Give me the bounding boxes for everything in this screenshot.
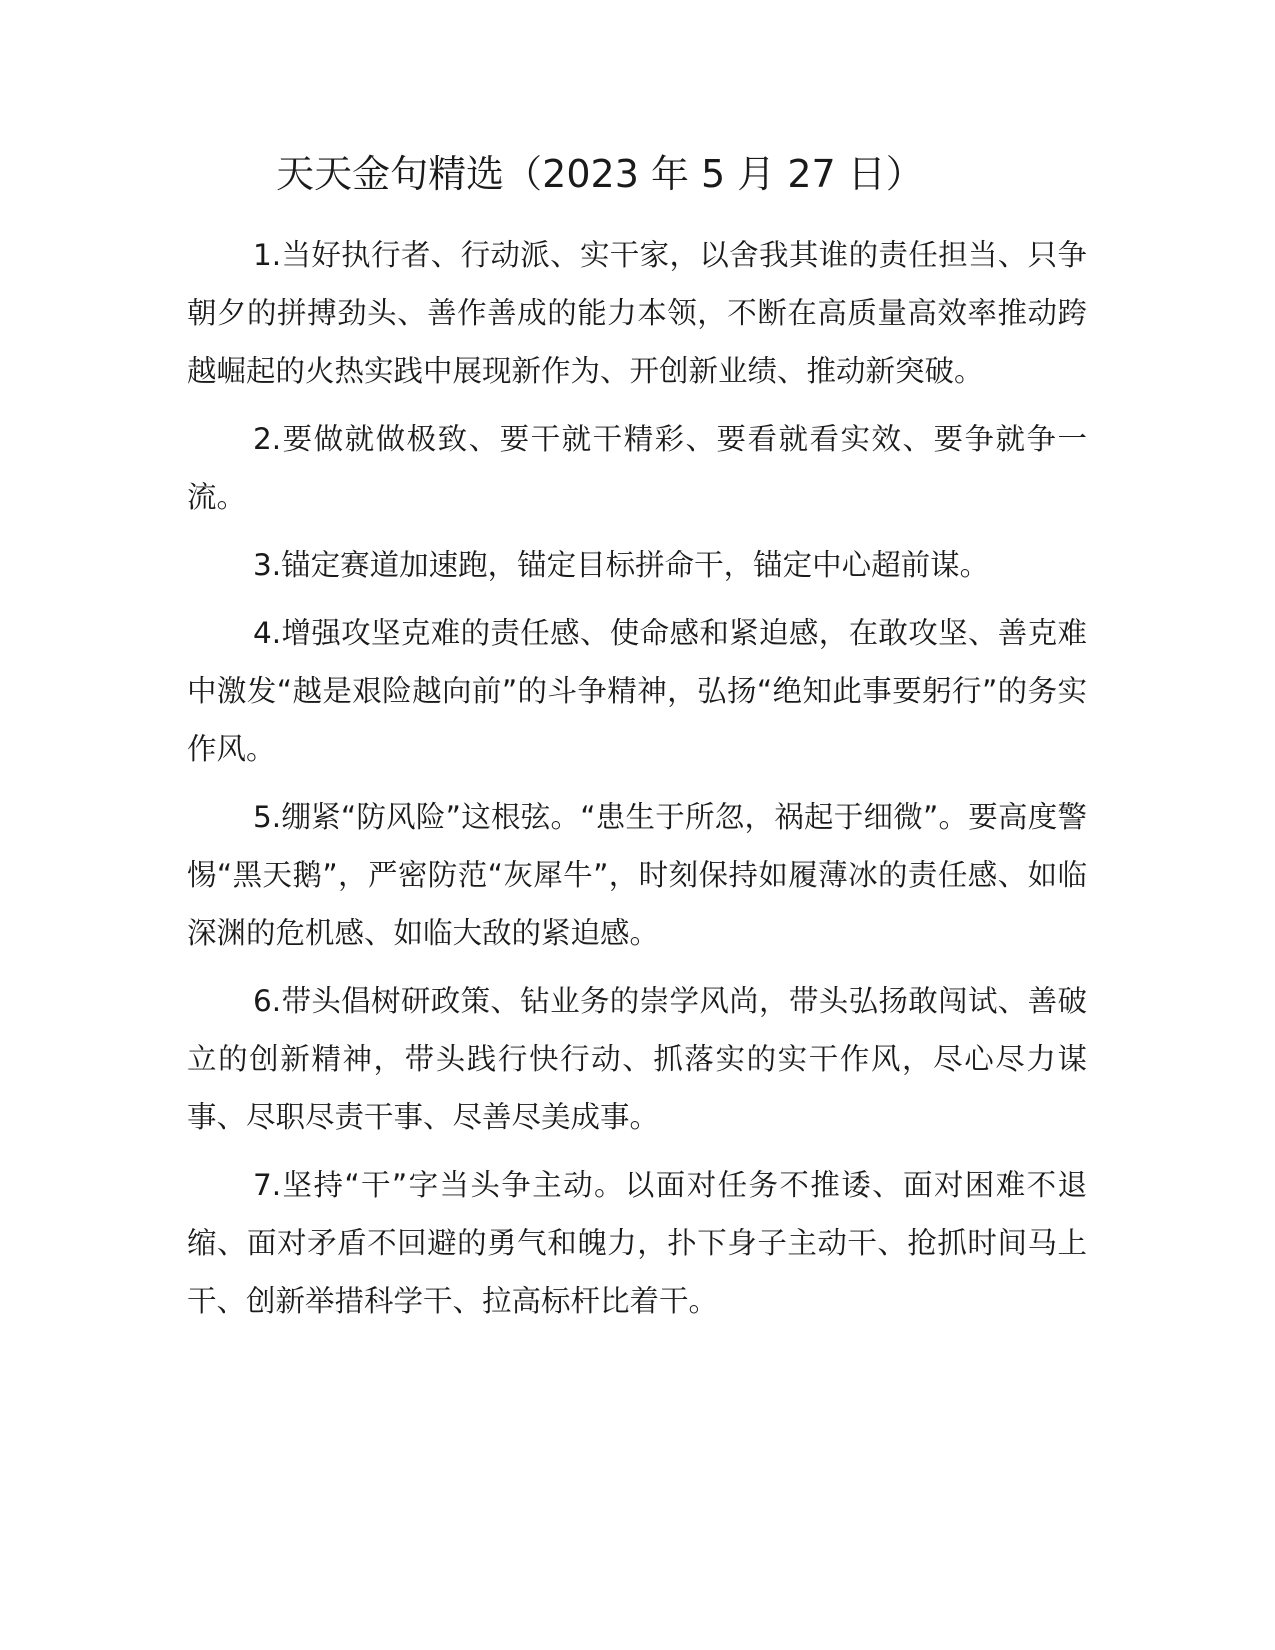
document-body — [187, 226, 1087, 1340]
paragraph-7: 7.坚持“干”字当头争主动。以面对任务不推诿、面对困难不退缩、面对矛盾不回避的勇气和魄力，扑下身子主动干、抢抓时间马上干、创新举措科学干、拉高标杆比着干。 — [187, 1168, 1087, 1318]
paragraph-3: 3.锚定赛道加速跑，锚定目标拼命干，锚定中心超前谋。 — [253, 548, 990, 582]
document-title: 天天金句精选（2023 年 5 月 27 日） — [276, 152, 924, 196]
paragraph-6: 6.带头倡树研政策、钻业务的崇学风尚，带头弘扬敢闯试、善破立的创新精神，带头践行快行动、抓落实的实干作风，尽心尽力谋事、尽职尽责干事、尽善尽美成事。 — [187, 984, 1087, 1134]
paragraph-5: 5.绷紧“防风险”这根弦。“患生于所忽，祸起于细微”。要高度警惕“黑天鹅”，严密防范“灰犀牛”，时刻保持如履薄冰的责任感、如临深渊的危机感、如临大敌的紧迫感。 — [187, 800, 1087, 950]
paragraph-4: 4.增强攻坚克难的责任感、使命感和紧迫感，在敢攻坚、善克难中激发“越是艰险越向前”的斗争精神，弘扬“绝知此事要躬行”的务实作风。 — [187, 616, 1087, 766]
paragraph-2: 2.要做就做极致、要干就干精彩、要看就看实效、要争就争一流。 — [187, 422, 1087, 514]
paragraph-1: 1.当好执行者、行动派、实干家，以舍我其谁的责任担当、只争朝夕的拼搏劲头、善作善成的能力本领，不断在高质量高效率推动跨越崛起的火热实践中展现新作为、开创新业绩、推动新突破。 — [187, 238, 1087, 388]
